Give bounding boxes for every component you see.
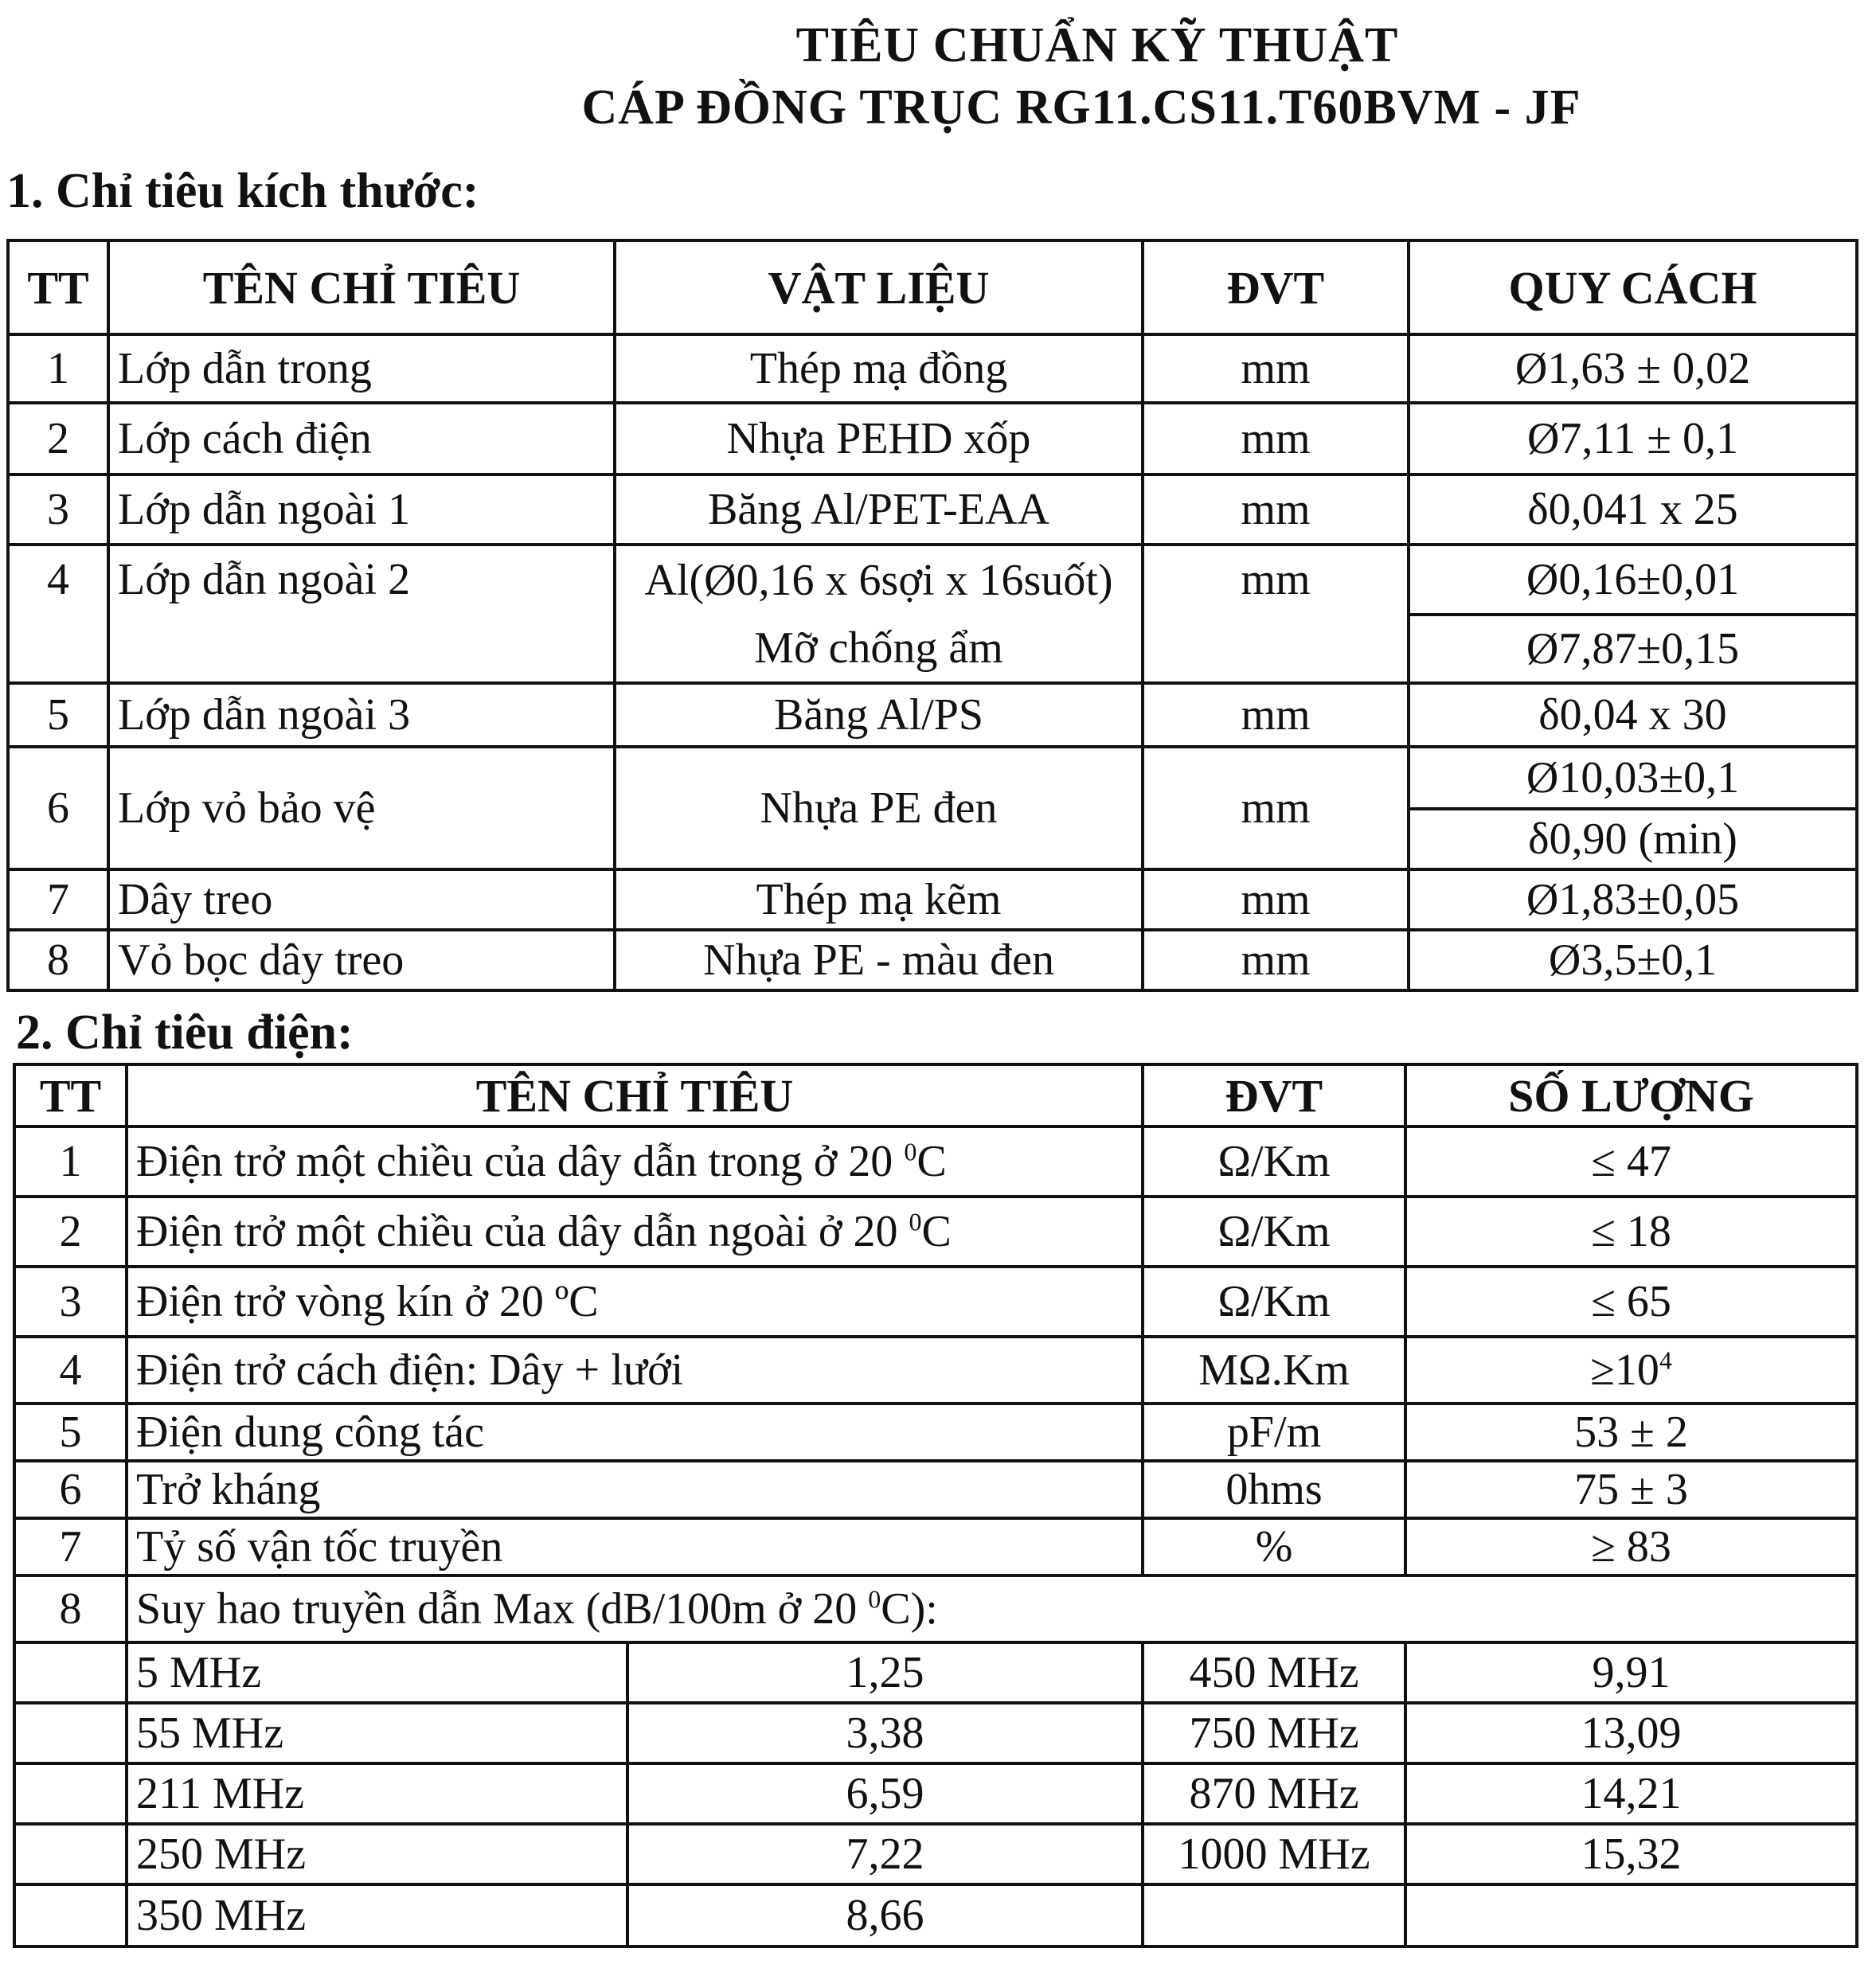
table-row: [14, 1267, 1857, 1337]
row-name-end: C: [917, 1137, 947, 1186]
row-name: Lớp dẫn ngoài 2: [108, 545, 615, 683]
row-name: Trở kháng: [127, 1461, 1143, 1518]
freq-1: 350 MHz: [127, 1884, 627, 1947]
document-title: TIÊU CHUẨN KỸ THUẬT: [795, 18, 1399, 72]
row-unit: pF/m: [1143, 1404, 1405, 1461]
freq-2: 450 MHz: [1143, 1642, 1405, 1703]
row-spec: δ0,041 x 25: [1409, 474, 1857, 545]
degree-sup: 0: [909, 1207, 922, 1236]
freq-2: 870 MHz: [1143, 1763, 1405, 1824]
table-row: [8, 869, 1857, 930]
empty-cell: [14, 1884, 127, 1947]
row-tt: 7: [14, 1518, 127, 1576]
row-material-2: Mỡ chống ẩm: [615, 615, 1143, 683]
attenuation-row: [14, 1763, 1857, 1824]
row-tt: 1: [8, 334, 108, 403]
table-row: [14, 1518, 1857, 1576]
row-material: Băng Al/PS: [615, 683, 1143, 747]
row-tt: 3: [8, 474, 108, 545]
table-row: [8, 403, 1857, 474]
row-tt: 5: [8, 683, 108, 747]
exponent-sup: 4: [1659, 1345, 1672, 1375]
row-name: Dây treo: [108, 869, 615, 930]
row-unit: mm: [1143, 930, 1409, 990]
header-spec: QUY CÁCH: [1409, 240, 1857, 334]
row-qty: ≤ 65: [1405, 1267, 1857, 1337]
attenuation-row: [14, 1642, 1857, 1703]
row-tt: 1: [14, 1127, 127, 1197]
row-tt: 5: [14, 1404, 127, 1461]
attenuation-row: [14, 1884, 1857, 1947]
row-unit: MΩ.Km: [1143, 1337, 1405, 1404]
row-name-text: Điện trở một chiều của dây dẫn trong ở 20: [136, 1137, 905, 1186]
table-row: [14, 1127, 1857, 1197]
row-name: Điện trở vòng kín ở 20 ºC: [127, 1267, 1143, 1337]
value-2: 15,32: [1405, 1824, 1857, 1884]
row-material: Băng Al/PET-EAA: [615, 474, 1143, 545]
row-name: Lớp dẫn ngoài 3: [108, 683, 615, 747]
table-row: [14, 1337, 1857, 1404]
row-qty: ≥ 83: [1405, 1518, 1857, 1576]
row-material: Nhựa PE - màu đen: [615, 930, 1143, 990]
row-name: [127, 1197, 1143, 1267]
value-2: [1405, 1884, 1857, 1947]
table-row: [8, 474, 1857, 545]
row-tt: 6: [8, 747, 108, 869]
row-qty: ≤ 47: [1405, 1127, 1857, 1197]
row-name: [127, 1576, 1857, 1642]
value-1: 8,66: [627, 1884, 1143, 1947]
row-unit: Ω/Km: [1143, 1267, 1405, 1337]
row-name: Lớp vỏ bảo vệ: [108, 747, 615, 869]
row-name: [127, 1127, 1143, 1197]
row-tt: 3: [14, 1267, 127, 1337]
row-unit: Ω/Km: [1143, 1197, 1405, 1267]
table-row: [8, 930, 1857, 990]
row-name: Vỏ bọc dây treo: [108, 930, 615, 990]
row-material: Nhựa PE đen: [615, 747, 1143, 869]
row-qty: 75 ± 3: [1405, 1461, 1857, 1518]
row-qty: [1405, 1337, 1857, 1404]
row-unit: mm: [1143, 474, 1409, 545]
row-tt: 4: [14, 1337, 127, 1404]
value-2: 14,21: [1405, 1763, 1857, 1824]
row-spec: Ø0,16±0,01: [1409, 545, 1857, 615]
header-name: TÊN CHỈ TIÊU: [127, 1064, 1143, 1127]
row-tt: 8: [8, 930, 108, 990]
row-material: Al(Ø0,16 x 6sợi x 16suốt): [615, 545, 1143, 615]
table-header-row: [14, 1064, 1857, 1127]
row-unit: 0hms: [1143, 1461, 1405, 1518]
freq-1: 55 MHz: [127, 1703, 627, 1763]
value-1: 6,59: [627, 1763, 1143, 1824]
table-row: [8, 747, 1857, 809]
freq-2: [1143, 1884, 1405, 1947]
table-row: [14, 1461, 1857, 1518]
row-unit: mm: [1143, 869, 1409, 930]
row-spec: Ø10,03±0,1: [1409, 747, 1857, 809]
table-header-row: [8, 240, 1857, 334]
row-unit: mm: [1143, 334, 1409, 403]
header-qty: SỐ LƯỢNG: [1405, 1064, 1857, 1127]
table-row: [8, 545, 1857, 615]
value-2: 13,09: [1405, 1703, 1857, 1763]
row-name-end: C: [921, 1207, 952, 1256]
header-tt: TT: [8, 240, 108, 334]
row-material: Nhựa PEHD xốp: [615, 403, 1143, 474]
row-spec: Ø7,11 ± 0,1: [1409, 403, 1857, 474]
row-name: Lớp cách điện: [108, 403, 615, 474]
row-spec-2: Ø7,87±0,15: [1409, 615, 1857, 683]
row-tt: 7: [8, 869, 108, 930]
row-tt: 8: [14, 1576, 127, 1642]
section-2-heading: 2. Chỉ tiêu điện:: [16, 1005, 354, 1060]
attenuation-row: [14, 1703, 1857, 1763]
header-tt: TT: [14, 1064, 127, 1127]
row-name-text: Điện trở một chiều của dây dẫn ngoài ở 20: [136, 1207, 909, 1256]
table-row: [8, 334, 1857, 403]
header-material: VẬT LIỆU: [615, 240, 1143, 334]
freq-1: 250 MHz: [127, 1824, 627, 1884]
value-1: 7,22: [627, 1824, 1143, 1884]
row-tt: 6: [14, 1461, 127, 1518]
degree-sup: 0: [868, 1584, 881, 1614]
row-tt: 2: [14, 1197, 127, 1267]
empty-cell: [14, 1703, 127, 1763]
freq-1: 5 MHz: [127, 1642, 627, 1703]
row-qty: 53 ± 2: [1405, 1404, 1857, 1461]
row-qty: ≤ 18: [1405, 1197, 1857, 1267]
empty-cell: [14, 1824, 127, 1884]
row-spec: Ø1,83±0,05: [1409, 869, 1857, 930]
row-material: Thép mạ đồng: [615, 334, 1143, 403]
dimension-spec-table: [6, 239, 1858, 992]
value-2: 9,91: [1405, 1642, 1857, 1703]
row-name-end: C):: [881, 1584, 938, 1634]
row-name-text: Suy hao truyền dẫn Max (dB/100m ở 20: [136, 1584, 869, 1634]
value-1: 3,38: [627, 1703, 1143, 1763]
row-tt: 4: [8, 545, 108, 683]
row-name: Lớp dẫn ngoài 1: [108, 474, 615, 545]
value-1: 1,25: [627, 1642, 1143, 1703]
row-spec: δ0,04 x 30: [1409, 683, 1857, 747]
table-row: [8, 683, 1857, 747]
row-name: Lớp dẫn trong: [108, 334, 615, 403]
row-unit: mm: [1143, 403, 1409, 474]
table-row: [14, 1197, 1857, 1267]
freq-2: 1000 MHz: [1143, 1824, 1405, 1884]
header-name: TÊN CHỈ TIÊU: [108, 240, 615, 334]
row-spec-2: δ0,90 (min): [1409, 809, 1857, 869]
row-unit: mm: [1143, 683, 1409, 747]
document-subtitle: CÁP ĐỒNG TRỤC RG11.CS11.T60BVM - JF: [581, 80, 1581, 135]
electrical-spec-table: [13, 1063, 1858, 1948]
row-qty-text: ≥10: [1590, 1345, 1659, 1395]
degree-sup: 0: [904, 1137, 917, 1166]
row-unit: mm: [1143, 545, 1409, 683]
row-name: Tỷ số vận tốc truyền: [127, 1518, 1143, 1576]
freq-1: 211 MHz: [127, 1763, 627, 1824]
table-row: [14, 1404, 1857, 1461]
empty-cell: [14, 1642, 127, 1703]
row-unit: mm: [1143, 747, 1409, 869]
row-spec: Ø3,5±0,1: [1409, 930, 1857, 990]
row-spec: Ø1,63 ± 0,02: [1409, 334, 1857, 403]
section-1-heading: 1. Chỉ tiêu kích thước:: [6, 164, 479, 218]
attenuation-row: [14, 1824, 1857, 1884]
row-name: Điện trở cách điện: Dây + lưới: [127, 1337, 1143, 1404]
freq-2: 750 MHz: [1143, 1703, 1405, 1763]
header-unit: ĐVT: [1143, 1064, 1405, 1127]
header-unit: ĐVT: [1143, 240, 1409, 334]
row-material: Thép mạ kẽm: [615, 869, 1143, 930]
empty-cell: [14, 1763, 127, 1824]
row-unit: %: [1143, 1518, 1405, 1576]
row-unit: Ω/Km: [1143, 1127, 1405, 1197]
row-tt: 2: [8, 403, 108, 474]
row-name: Điện dung công tác: [127, 1404, 1143, 1461]
table-row: [14, 1576, 1857, 1642]
